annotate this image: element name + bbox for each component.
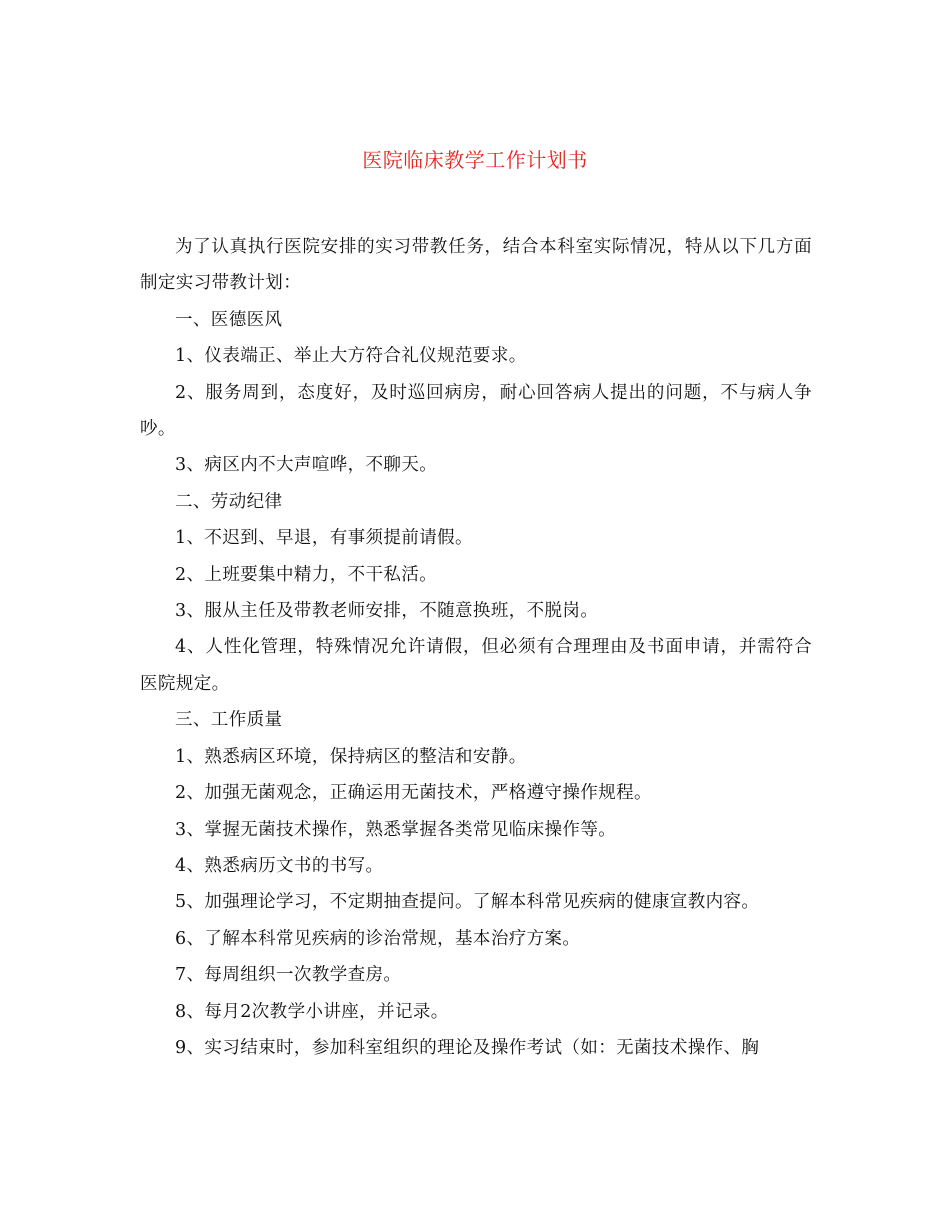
list-item: 4、人性化管理，特殊情况允许请假，但必须有合理理由及书面申请，并需符合医院规定。 — [140, 637, 812, 694]
section-heading-quality: 三、工作质量 — [175, 710, 283, 731]
document-title: 医院临床教学工作计划书 — [362, 148, 588, 172]
list-item: 1、熟悉病区环境，保持病区的整洁和安静。 — [175, 746, 527, 767]
list-item: 1、仪表端正、举止大方符合礼仪规范要求。 — [175, 346, 527, 367]
list-item: 2、加强无菌观念，正确运用无菌技术，严格遵守操作规程。 — [175, 783, 652, 804]
list-item: 6、了解本科常见疾病的诊治常规，基本治疗方案。 — [175, 928, 581, 949]
section-heading-discipline: 二、劳动纪律 — [175, 491, 283, 512]
list-item: 2、服务周到，态度好，及时巡回病房，耐心回答病人提出的问题，不与病人争吵。 — [140, 382, 812, 440]
list-item: 4、熟悉病历文书的书写。 — [175, 855, 384, 876]
list-item: 3、病区内不大声喧哗，不聊天。 — [175, 455, 438, 476]
list-item: 5、加强理论学习，不定期抽查提问。了解本科常见疾病的健康宣教内容。 — [175, 892, 760, 913]
intro-paragraph: 为了认真执行医院安排的实习带教任务，结合本科室实际情况，特从以下几方面制定实习带教计划： — [140, 237, 812, 294]
list-item: 3、掌握无菌技术操作，熟悉掌握各类常见临床操作等。 — [175, 819, 617, 840]
list-item: 8、每月2次教学小讲座，并记录。 — [175, 1001, 449, 1022]
document-body — [140, 229, 812, 1066]
section-heading-ethics: 一、医德医风 — [175, 309, 283, 330]
list-item: 3、服从主任及带教老师安排，不随意换班，不脱岗。 — [175, 601, 599, 622]
list-item: 2、上班要集中精力，不干私活。 — [175, 564, 438, 585]
list-item: 9、实习结束时，参加科室组织的理论及操作考试（如：无菌技术操作、胸 — [175, 1037, 760, 1058]
list-item: 1、不迟到、早退，有事须提前请假。 — [175, 528, 473, 549]
list-item: 7、每周组织一次教学查房。 — [175, 965, 402, 986]
